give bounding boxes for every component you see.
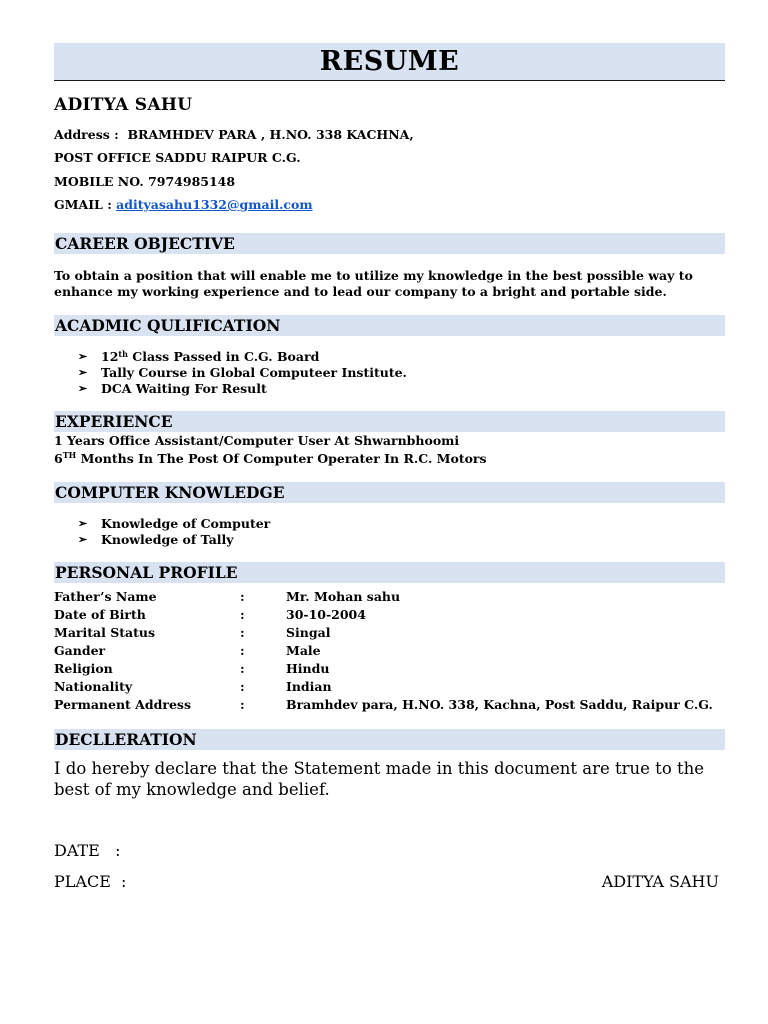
gmail-line [54,193,725,216]
profile-value: Male [286,643,321,659]
list-item-text: Tally Course in Global Computeer Institute. [101,365,407,381]
career-objective-text: To obtain a position that will enable me to utilize my knowledge in the best possible way to enhance my working experience and to lead our company to a bright and portable side. [54,268,693,300]
profile-separator: : [240,607,245,623]
table-row [54,696,713,714]
section-heading-declaration: DECLLERATION [54,729,725,750]
list-item [78,381,725,397]
applicant-name: ADITYA SAHU [54,95,193,115]
profile-value: Hindu [286,661,330,677]
arrow-bullet-icon: ➢ [78,382,88,396]
profile-label: Gander [54,643,106,659]
contact-block [54,123,725,216]
section-heading-academic: ACADMIC QULIFICATION [54,315,725,336]
profile-separator: : [240,697,245,713]
profile-separator: : [240,661,245,677]
section-heading-experience: EXPERIENCE [54,411,725,432]
experience-superscript: TH [62,450,77,461]
list-item-text: Knowledge of Tally [101,532,234,548]
gmail-label: GMAIL : [54,196,112,212]
list-item-number: 12 [101,349,119,365]
profile-separator: : [240,589,245,605]
list-item-text: Class Passed in C.G. Board [127,349,320,365]
experience-line-2 [54,450,725,468]
section-heading-personal-profile: PERSONAL PROFILE [54,562,725,583]
profile-value: 30-10-2004 [286,607,366,623]
table-row [54,642,713,660]
profile-separator: : [240,679,245,695]
profile-label: Religion [54,661,113,677]
list-item-text: DCA Waiting For Result [101,381,267,397]
profile-separator: : [240,643,245,659]
list-item [78,349,725,365]
profile-label: Permanent Address [54,697,191,713]
declaration-text: I do hereby declare that the Statement made in this document are true to the best of my knowledge and belief. [54,759,705,800]
date-label: DATE : [54,841,121,861]
table-row [54,660,713,678]
arrow-bullet-icon: ➢ [78,533,88,547]
gmail-link[interactable]: adityasahu1332@gmail.com [116,196,313,212]
section-heading-computer-knowledge: COMPUTER KNOWLEDGE [54,482,725,503]
mobile-number: MOBILE NO. 7974985148 [54,173,236,189]
place-line [54,872,725,892]
address-label: Address : [54,127,119,142]
table-row [54,678,713,696]
experience-line-1: 1 Years Office Assistant/Computer User At Shwarnbhoomi [54,433,460,449]
arrow-bullet-icon: ➢ [78,350,88,364]
address-line-1 [54,123,725,146]
profile-value: Singal [286,625,331,641]
profile-separator: : [240,625,245,641]
academic-list [54,349,725,397]
arrow-bullet-icon: ➢ [78,517,88,531]
list-item [78,365,725,381]
place-label: PLACE : [54,872,127,892]
list-item [78,516,725,532]
resume-page [54,43,725,892]
experience-text: Months In The Post Of Computer Operater In R.C. Motors [76,451,487,467]
table-row [54,624,713,642]
address-value: BRAMHDEV PARA , H.NO. 338 KACHNA, [127,127,414,142]
address-line-2: POST OFFICE SADDU RAIPUR C.G. [54,150,301,166]
list-item-superscript: th [118,349,128,360]
arrow-bullet-icon: ➢ [78,366,88,380]
experience-number: 6 [54,451,63,467]
profile-value: Mr. Mohan sahu [286,589,401,605]
table-row [54,588,713,606]
list-item [78,532,725,548]
computer-knowledge-list [54,516,725,548]
profile-label: Father’s Name [54,589,157,605]
table-row [54,606,713,624]
personal-profile-table [54,588,713,714]
date-line [54,841,725,861]
profile-label: Date of Birth [54,607,146,623]
list-item-text: Knowledge of Computer [101,516,271,532]
resume-title: RESUME [54,43,725,81]
profile-label: Nationality [54,679,133,695]
signature-name: ADITYA SAHU [601,872,719,892]
profile-value: Indian [286,679,332,695]
profile-label: Marital Status [54,625,156,641]
profile-value: Bramhdev para, H.NO. 338, Kachna, Post Saddu, Raipur C.G. [286,697,713,713]
section-heading-career-objective: CAREER OBJECTIVE [54,233,725,254]
